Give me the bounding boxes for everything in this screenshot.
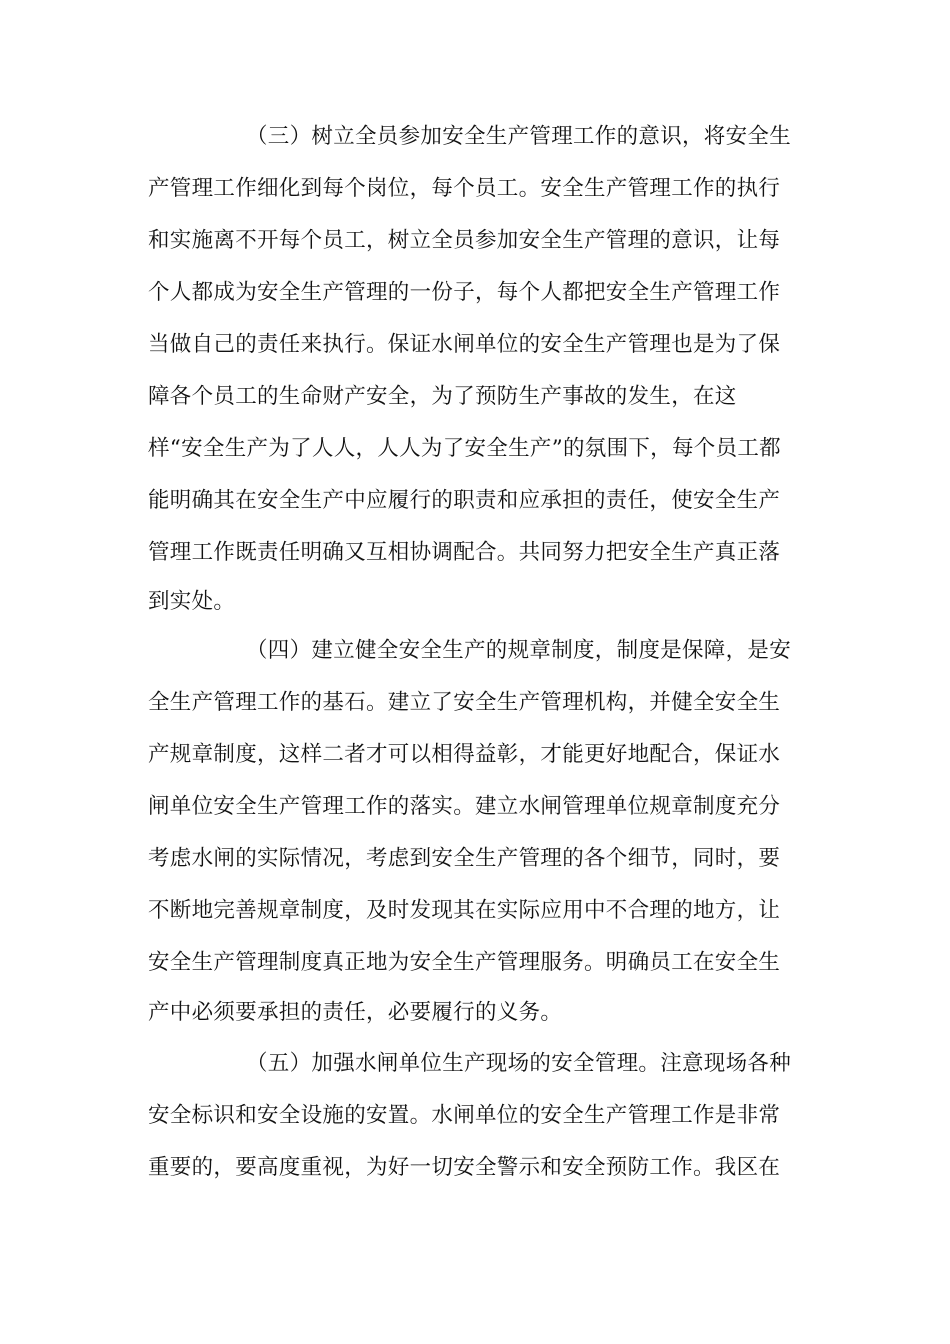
text-line: 不断地完善规章制度，及时发现其在实际应用中不合理的地方，让 (148, 898, 781, 923)
text-line: 重要的，要高度重视，为好一切安全警示和安全预防工作。我区在 (148, 1155, 781, 1180)
text-line: 产规章制度，这样二者才可以相得益彰，才能更好地配合，保证水 (148, 742, 781, 767)
text-line: 产管理工作细化到每个岗位，每个员工。安全生产管理工作的执行 (148, 176, 781, 201)
text-line: （四）建立健全安全生产的规章制度，制度是保障，是安 (246, 638, 792, 663)
text-line: 障各个员工的生命财产安全，为了预防生产事故的发生，在这 (148, 384, 737, 409)
text-line: （五）加强水闸单位生产现场的安全管理。注意现场各种 (246, 1051, 792, 1076)
text-line: 和实施离不开每个员工，树立全员参加安全生产管理的意识，让每 (148, 228, 781, 253)
text-line: 当做自己的责任来执行。保证水闸单位的安全生产管理也是为了保 (148, 332, 781, 357)
text-line: 安全标识和安全设施的安置。水闸单位的安全生产管理工作是非常 (148, 1103, 781, 1128)
text-line: 考虑水闸的实际情况，考虑到安全生产管理的各个细节，同时，要 (148, 846, 781, 871)
text-line: 到实处。 (148, 589, 236, 614)
text-line: 样“安全生产为了人人，人人为了安全生产”的氛围下，每个员工都 (148, 436, 781, 461)
text-line: 全生产管理工作的基石。建立了安全生产管理机构，并健全安全生 (148, 690, 781, 715)
text-line: 能明确其在安全生产中应履行的职责和应承担的责任，使安全生产 (148, 488, 781, 513)
text-line: 产中必须要承担的责任，必要履行的义务。 (148, 1000, 563, 1025)
text-line: 管理工作既责任明确又互相协调配合。共同努力把安全生产真正落 (148, 540, 781, 565)
text-line: （三）树立全员参加安全生产管理工作的意识，将安全生 (246, 124, 792, 149)
text-line: 个人都成为安全生产管理的一份子，每个人都把安全生产管理工作 (148, 280, 781, 305)
text-line: 闸单位安全生产管理工作的落实。建立水闸管理单位规章制度充分 (148, 794, 781, 819)
text-line: 安全生产管理制度真正地为安全生产管理服务。明确员工在安全生 (148, 950, 781, 975)
